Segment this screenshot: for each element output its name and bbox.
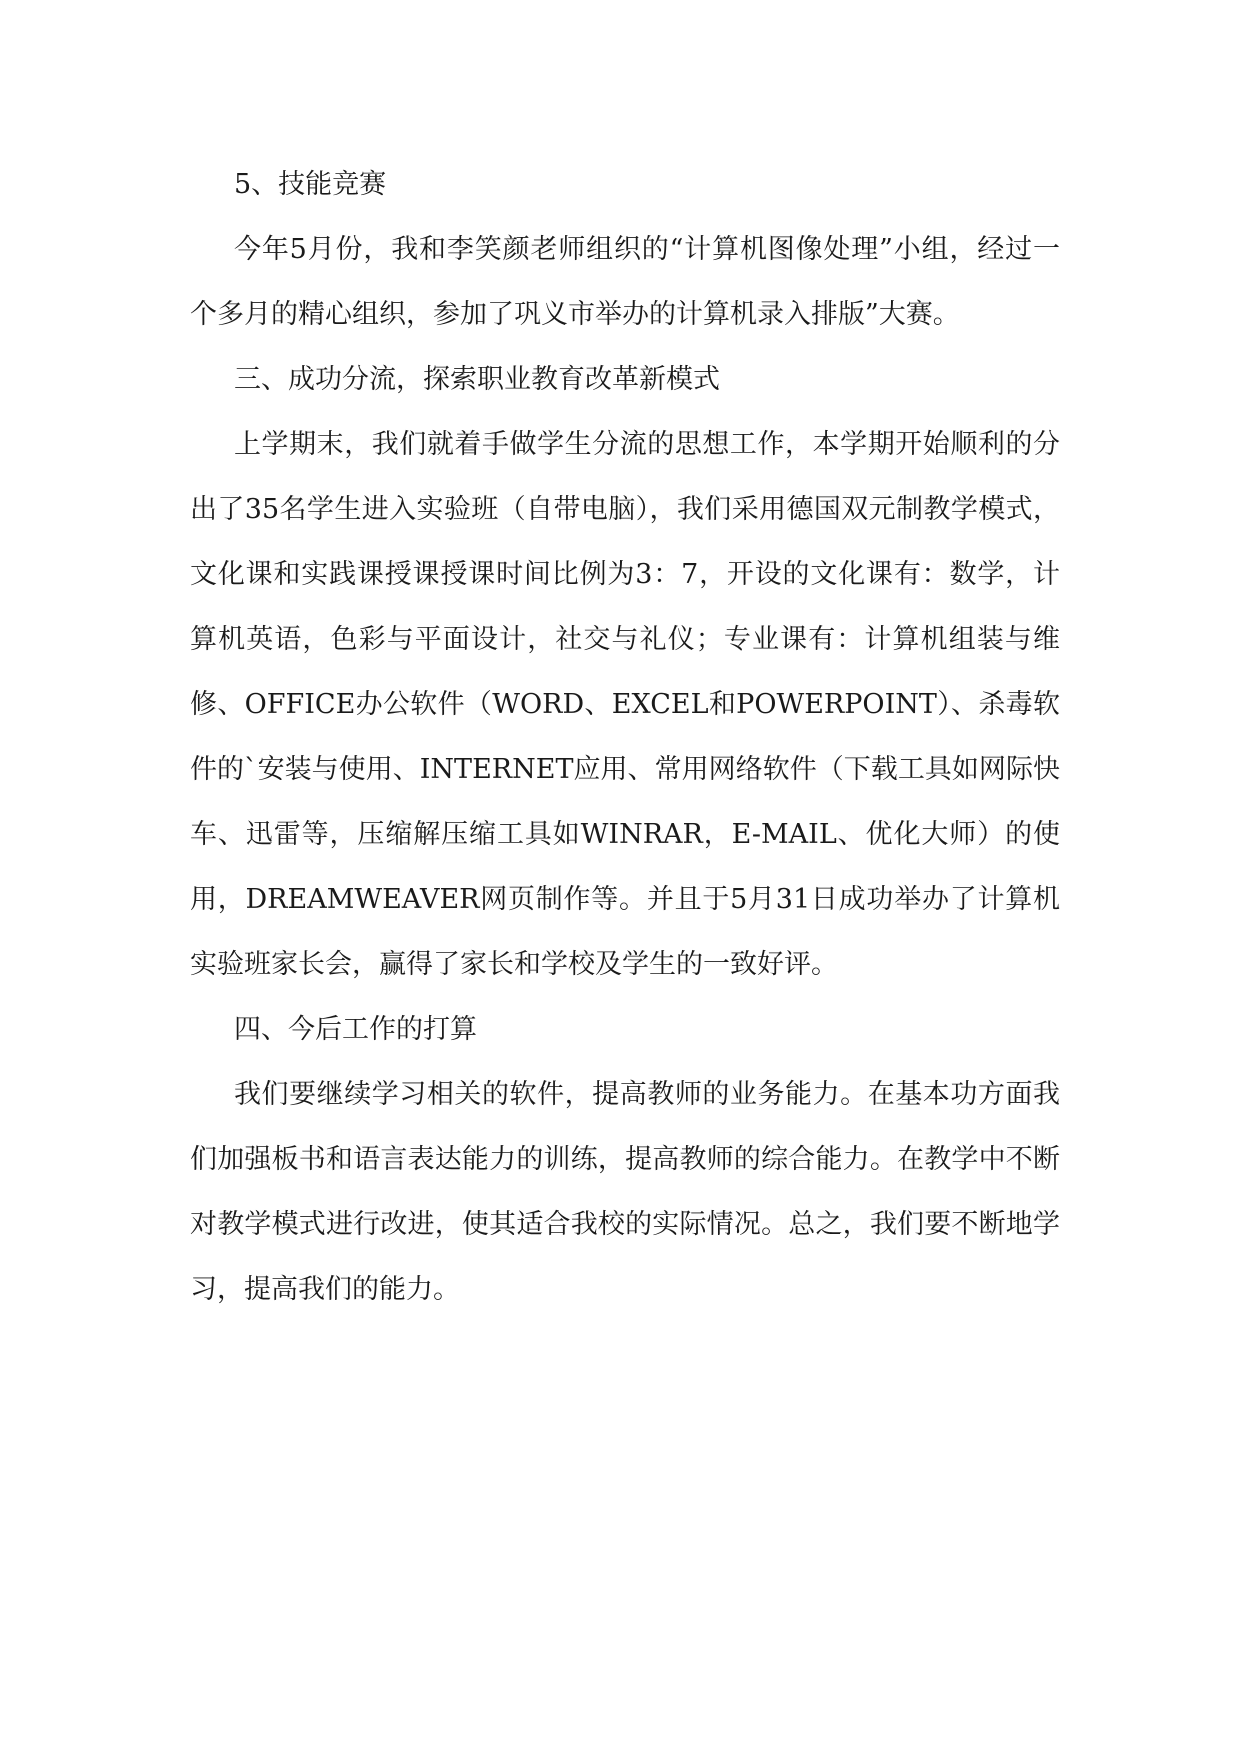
paragraph-streaming-description: 上学期末，我们就着手做学生分流的思想工作，本学期开始顺利的分出了35名学生进入实验班（自带电脑），我们采用德国双元制教学模式，文化课和实践课授课授课时间比例为3：7，开设的文化课有：数学，计算机英语，色彩与平面设计，社交与礼仪；专业课有：计算机组装与维修、OFFICE办公软件（WORD、EXCEL和POWERPOINT）、杀毒软件的`安装与使用、INTERNET应用、常用网络软件（下载工具如网际快车、迅雷等，压缩解压缩工具如WINRAR，E-MAIL、优化大师）的使用，DREAMWEAVER网页制作等。并且于5月31日成功举办了计算机实验班家长会，赢得了家长和学校及学生的一致好评。: [190, 429, 1060, 980]
paragraph-future-plan: 我们要继续学习相关的软件，提高教师的业务能力。在基本功方面我们加强板书和语言表达能力的训练，提高教师的综合能力。在教学中不断对教学模式进行改进，使其适合我校的实际情况。总之，我们要不断地学习，提高我们的能力。: [190, 1079, 1060, 1305]
section-heading-three: 三、成功分流，探索职业教育改革新模式: [234, 364, 720, 395]
section-heading-skill-contest: 5、技能竞赛: [234, 169, 387, 200]
paragraph-contest-description: 今年5月份，我和李笑颜老师组织的“计算机图像处理”小组，经过一个多月的精心组织，参加了巩义市举办的计算机录入排版”大赛。: [190, 234, 1060, 330]
document-body: [190, 152, 1060, 1322]
section-heading-four: 四、今后工作的打算: [234, 1014, 477, 1045]
